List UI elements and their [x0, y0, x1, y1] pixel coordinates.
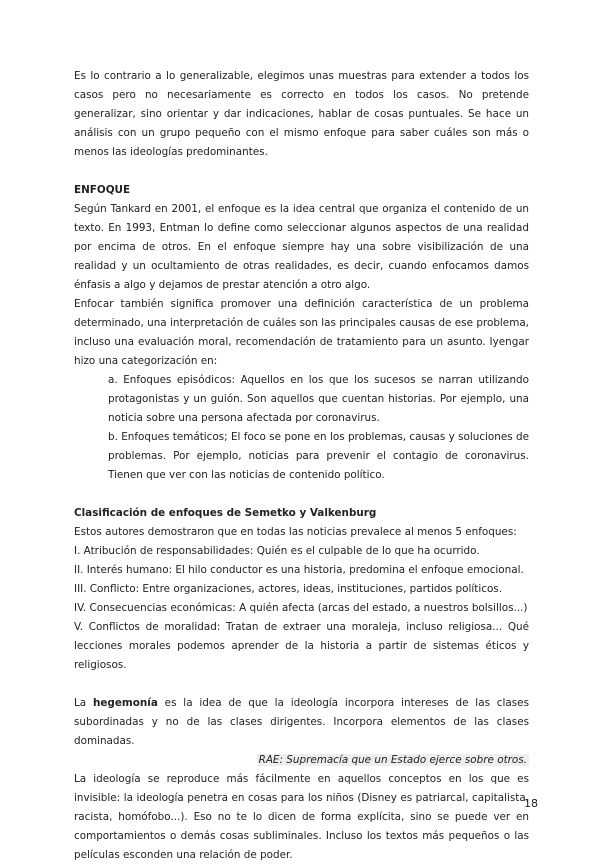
- page-number: 18: [524, 797, 538, 810]
- clasificacion-item: IV. Consecuencias económicas: A quién afecta (arcas del estado, a nuestros bolsillos...): [74, 602, 528, 614]
- hegemonia-paragraph: [74, 694, 529, 751]
- enfoque-paragraph-2: Enfocar también significa promover una definición característica de un problema determinado, una interpretación de cuáles son las principales causas de ese problema, incluso una evaluación moral, recomendación de tratamiento para un asunto. Iyengar hizo una categorización en:: [74, 298, 529, 367]
- clasificacion-item: II. Interés humano: El hilo conductor es una historia, predomina el enfoque emocional.: [74, 564, 524, 576]
- enfoque-heading: ENFOQUE: [74, 184, 131, 196]
- enfoque-paragraph-1: Según Tankard en 2001, el enfoque es la idea central que organiza el contenido de un texto. En 1993, Entman lo define como seleccionar algunos aspectos de una realidad por encima de otros. En el enfoque siempre hay una sobre visibilización de una realidad y un ocultamiento de otras realidades, es decir, cuando enfocamos damos énfasis a algo y dejamos de prestar atención a otro algo.: [74, 203, 529, 291]
- hegemonia-term: hegemonía: [92, 697, 158, 709]
- hegemonia-paragraph-2: La ideología se reproduce más fácilmente en aquellos conceptos en los que es invisible: la ideología penetra en cosas para los niños (Disney es patriarcal, capitalista, racista, homófobo...). Eso no te lo dicen de forma explícita, sino se puede ver en comportamientos o demás cosas subliminales. Incluso los textos más pequeños o las películas esconden una relación de poder.: [74, 773, 529, 861]
- intro-paragraph: Es lo contrario a lo generalizable, elegimos unas muestras para extender a todos los casos pero no necesariamente es correcto en todos los casos. No pretende generalizar, sino orientar y dar indicaciones, hablar de cosas puntuales. Se hace un análisis con un grupo pequeño con el mismo enfoque para saber cuáles son más o menos las ideologías predominantes.: [74, 70, 529, 158]
- page-content: [74, 67, 529, 865]
- clasificacion-intro: Estos autores demostraron que en todas las noticias prevalece al menos 5 enfoques:: [74, 526, 517, 538]
- enfoque-item-b: b. Enfoques temáticos; El foco se pone en los problemas, causas y soluciones de problemas. Por ejemplo, noticias para prevenir el contagio de coronavirus. Tienen que ver con las noticias de contenido político.: [108, 431, 529, 481]
- clasificacion-item: III. Conflicto: Entre organizaciones, actores, ideas, instituciones, partidos políticos.: [74, 583, 503, 595]
- rae-definition-line: [74, 751, 529, 770]
- rae-definition: RAE: Supremacía que un Estado ejerce sobre otros.: [258, 754, 527, 766]
- clasificacion-item: I. Atribución de responsabilidades: Quién es el culpable de lo que ha ocurrido.: [74, 545, 480, 557]
- clasificacion-heading: Clasificación de enfoques de Semetko y Valkenburg: [74, 507, 377, 519]
- hegemonia-suffix: es la idea de que la ideología incorpora intereses de las clases subordinadas y no de las clases dirigentes. Incorpora elementos de las clases dominadas.: [74, 697, 529, 747]
- enfoque-item-a: a. Enfoques episódicos: Aquellos en los que los sucesos se narran utilizando protagonistas y un guión. Son aquellos que cuentan historias. Por ejemplo, una noticia sobre una persona afectada por coronavirus.: [108, 374, 529, 424]
- clasificacion-item: V. Conflictos de moralidad: Tratan de extraer una moraleja, incluso religiosa... Qué lecciones morales podemos aprender de la historia a partir de sistemas éticos y religiosos.: [74, 621, 529, 671]
- hegemonia-prefix: La: [74, 697, 93, 709]
